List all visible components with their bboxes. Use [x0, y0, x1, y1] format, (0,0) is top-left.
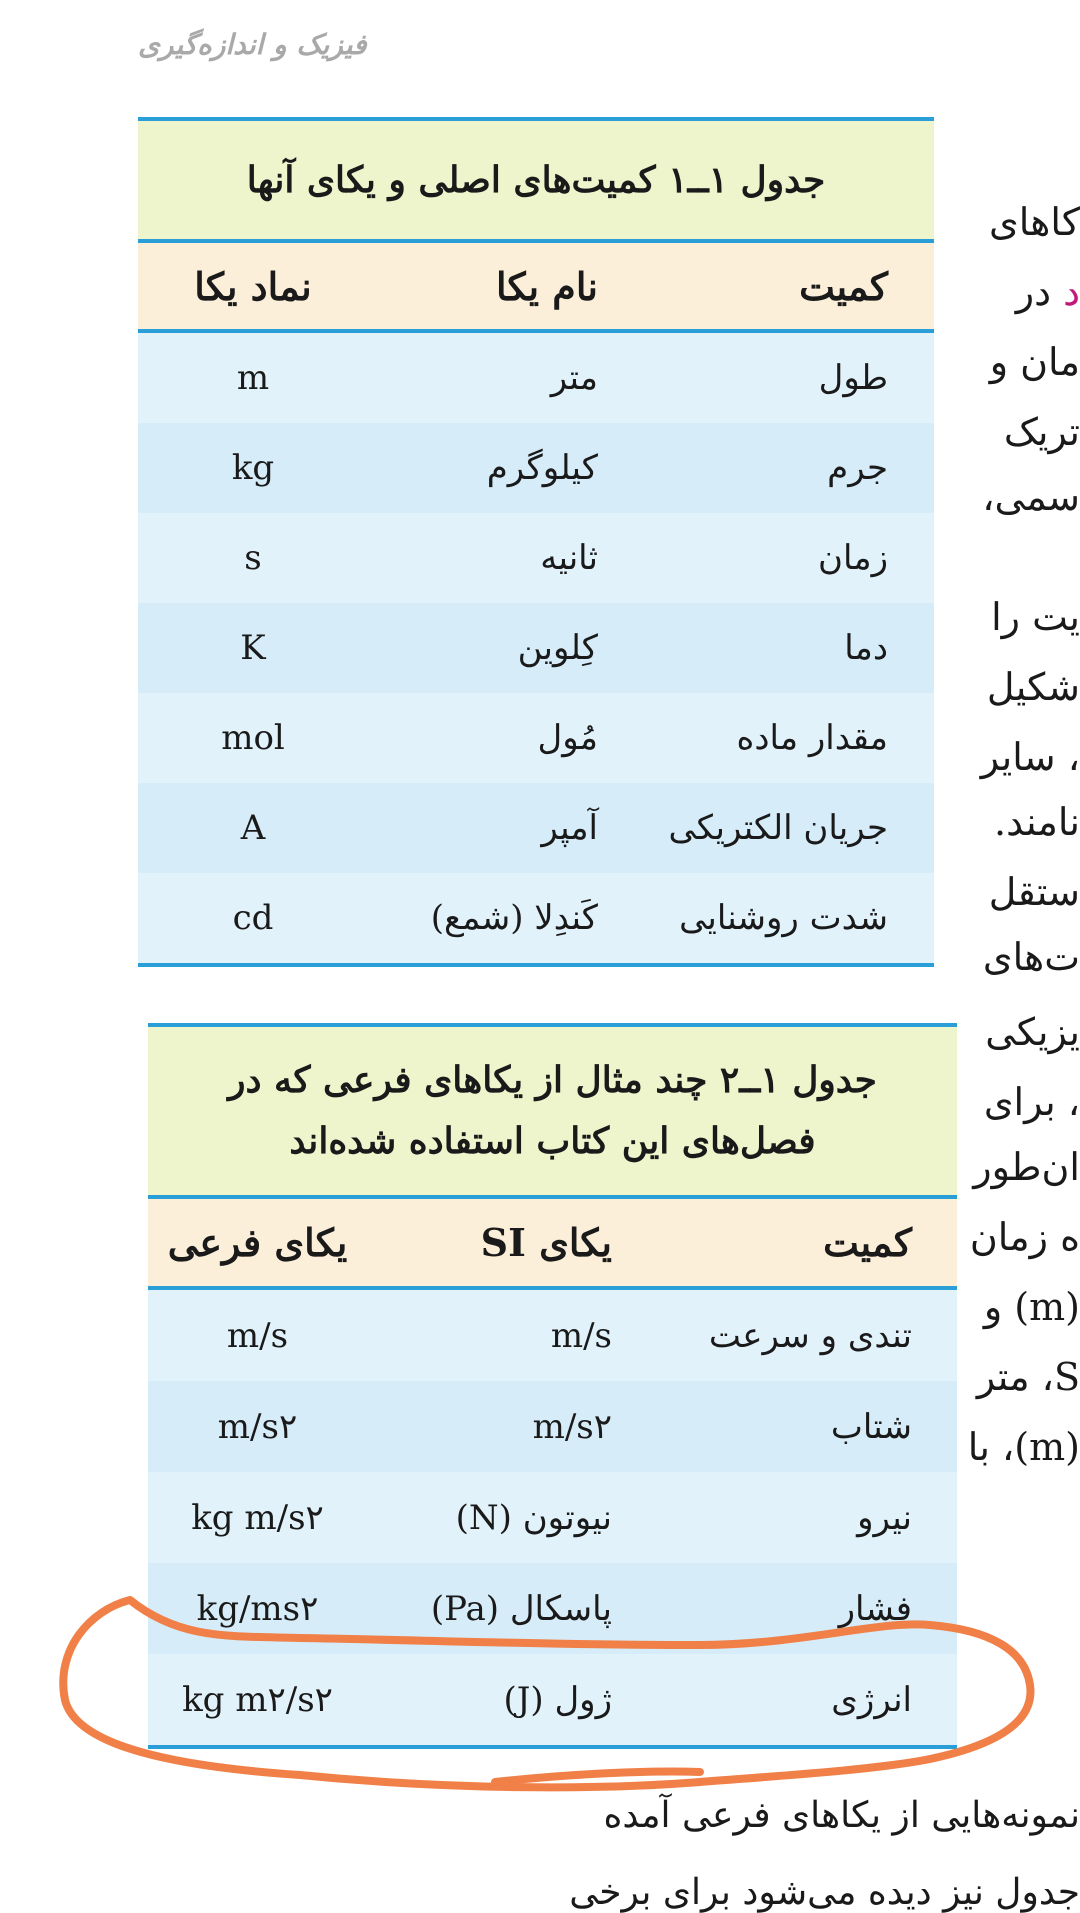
table-row [138, 603, 934, 693]
cell-unit-symbol: K [240, 628, 266, 668]
cell-unit-symbol: s [244, 538, 262, 578]
cell-quantity: طول [818, 358, 888, 398]
bottom-line-2: جدول نیز دیده می‌شود برای برخی [569, 1872, 1080, 1913]
table-row [148, 1290, 957, 1381]
side-line: سمی، [982, 475, 1080, 519]
table2-title-line2: فصل‌های این کتاب استفاده شده‌اند [289, 1120, 816, 1162]
side-line: تریک [1003, 410, 1080, 454]
cell-quantity: تندی و سرعت [708, 1315, 912, 1356]
table1-bottom-rule [138, 963, 934, 967]
side-line: (m) و [983, 1285, 1080, 1329]
cell-derived-unit: kg m۲/s۲ [182, 1679, 333, 1720]
side-line: نامند. [993, 800, 1080, 844]
cell-unit-name: آمپر [541, 808, 598, 848]
table-row [138, 693, 934, 783]
cell-si-unit: پاسکال (Pa) [430, 1588, 612, 1629]
cell-quantity: جرم [827, 448, 888, 488]
side-line: (m)، با [967, 1425, 1080, 1469]
table-row [138, 513, 934, 603]
side-line: ، برای [983, 1080, 1080, 1124]
cell-quantity: نیرو [857, 1497, 912, 1538]
cell-unit-name: کیلوگرم [486, 448, 598, 488]
cell-derived-unit: kg/ms۲ [196, 1588, 319, 1629]
side-line: S، متر [976, 1355, 1080, 1399]
table2-header-row [148, 1195, 957, 1290]
cell-unit-symbol: m [236, 358, 270, 398]
table-row [138, 873, 934, 963]
table-row [138, 333, 934, 423]
cell-unit-name: کِلوین [517, 628, 598, 668]
table-row [148, 1654, 957, 1745]
cell-unit-symbol: A [240, 808, 266, 848]
side-line: ، سایر [980, 735, 1080, 779]
table-row [148, 1381, 957, 1472]
cell-unit-symbol: mol [221, 718, 285, 758]
cell-unit-symbol: cd [232, 898, 274, 938]
table2-header-quantity: کمیت [823, 1220, 912, 1265]
table-row [148, 1563, 957, 1654]
cell-derived-unit: m/s۲ [217, 1406, 298, 1447]
bottom-line-1: نمونه‌هایی از یکاهای فرعی آمده [603, 1795, 1080, 1836]
cell-quantity: انرژی [831, 1679, 912, 1720]
table1-title-text: جدول ۱ــ۱ کمیت‌های اصلی و یکای آنها [246, 159, 826, 201]
cell-unit-name: مُول [537, 718, 598, 758]
table-row [138, 783, 934, 873]
side-line: ان‌طور [973, 1145, 1080, 1189]
table-base-quantities [138, 117, 934, 967]
side-line: یزیکی [985, 1010, 1080, 1054]
table1-header-unit-name: نام یکا [495, 263, 598, 309]
cell-si-unit: ژول (J) [503, 1679, 612, 1720]
table2-bottom-rule [148, 1745, 957, 1749]
table1-title [138, 117, 934, 239]
table2-title [148, 1023, 957, 1195]
table1-header-quantity: کمیت [799, 263, 888, 309]
running-header: فیزیک و اندازه‌گیری [138, 28, 367, 61]
table1-header-unit-symbol: نماد یکا [194, 263, 312, 309]
cell-si-unit: نیوتون (N) [455, 1497, 612, 1538]
cell-unit-symbol: kg [231, 448, 275, 488]
table1-header-row [138, 239, 934, 333]
side-line: ه زمان [969, 1215, 1080, 1259]
table2-title-line1: جدول ۱ــ۲ چند مثال از یکاهای فرعی که در [228, 1058, 877, 1101]
table-row [148, 1472, 957, 1563]
cell-quantity: زمان [818, 538, 888, 578]
cell-unit-name: کَندِلا (شمع) [430, 898, 598, 938]
cell-derived-unit: m/s [226, 1315, 289, 1356]
side-line: شکیل [986, 665, 1080, 709]
cell-derived-unit: kg m/s۲ [191, 1497, 324, 1538]
table-derived-units [148, 1023, 957, 1749]
side-line: کاهای [988, 200, 1080, 244]
table-row [138, 423, 934, 513]
cell-quantity: مقدار ماده [736, 718, 888, 758]
table2-header-si-unit: یکای SI [480, 1220, 612, 1265]
cell-quantity: شتاب [830, 1406, 912, 1447]
side-line: مان و [989, 340, 1080, 384]
cell-quantity: فشار [838, 1588, 912, 1629]
side-line: د در [1015, 270, 1080, 314]
side-line: ستقل [988, 870, 1080, 914]
side-line: ت‌های [982, 935, 1080, 979]
cell-si-unit: m/s [550, 1315, 612, 1356]
cell-unit-name: ثانیه [540, 538, 598, 578]
cell-unit-name: متر [550, 358, 598, 398]
cell-quantity: شدت روشنایی [679, 898, 888, 938]
cell-quantity: دما [844, 628, 888, 668]
cell-si-unit: m/s۲ [532, 1406, 612, 1447]
side-line: یت را [991, 595, 1080, 639]
table2-header-derived-unit: یکای فرعی [167, 1220, 348, 1265]
cell-quantity: جریان الکتریکی [668, 808, 888, 848]
